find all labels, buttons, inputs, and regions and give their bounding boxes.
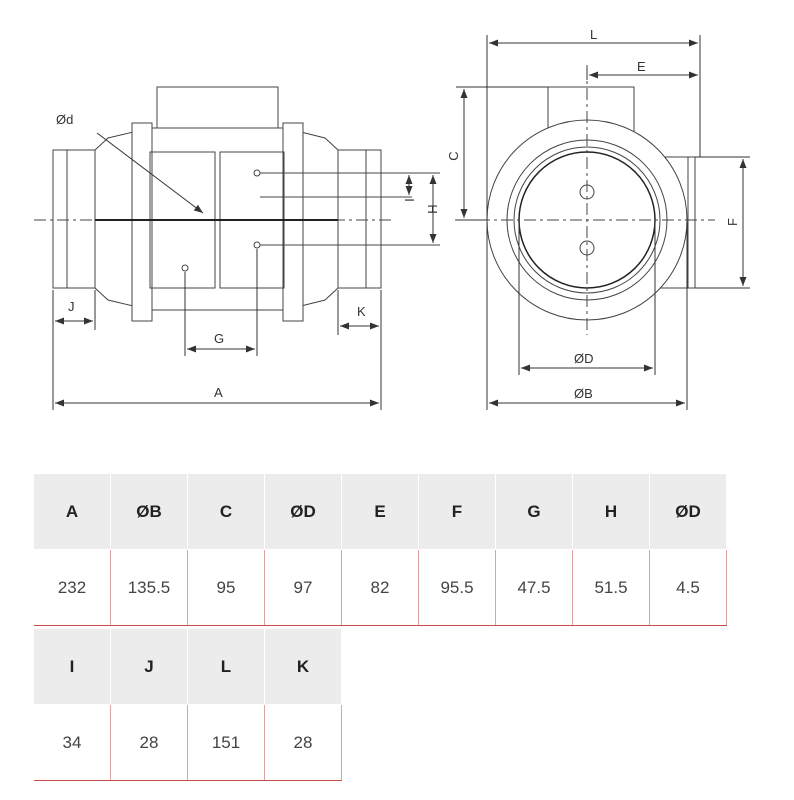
table-header-row [34, 629, 342, 705]
table-cell: 51.5 [573, 550, 650, 626]
label-phi-d: ØD [574, 351, 594, 366]
table-header-cell: K [265, 629, 342, 705]
table-cell: 28 [265, 705, 342, 781]
label-g: G [214, 331, 225, 346]
label-a: A [214, 385, 223, 400]
table-row [34, 550, 727, 626]
table-header-cell: E [342, 474, 419, 550]
label-i: I [402, 198, 417, 202]
table-cell: 232 [34, 550, 111, 626]
dim-f [695, 157, 750, 288]
table-header-row [34, 474, 727, 550]
table-header-cell: ØD [265, 474, 342, 550]
label-f: F [725, 218, 740, 226]
table-header-cell: F [419, 474, 496, 550]
junction-box [157, 87, 278, 133]
table-cell: 82 [342, 550, 419, 626]
table-header-cell: L [188, 629, 265, 705]
label-k: K [357, 304, 366, 319]
dimension-table-2 [34, 629, 342, 781]
label-j: J [68, 299, 75, 314]
table-header-cell: J [111, 629, 188, 705]
table-cell: 95.5 [419, 550, 496, 626]
table-cell: 4.5 [650, 550, 727, 626]
table-cell: 151 [188, 705, 265, 781]
label-h: H [425, 204, 440, 214]
right-collar [338, 150, 381, 288]
table-cell: 47.5 [496, 550, 573, 626]
side-view [53, 87, 440, 321]
dimension-table-1 [34, 474, 727, 626]
left-collar [53, 150, 95, 288]
table-cell: 97 [265, 550, 342, 626]
table-header-cell: A [34, 474, 111, 550]
front-view [487, 87, 695, 320]
table-header-cell: ØD [650, 474, 727, 550]
table-header-cell: G [496, 474, 573, 550]
right-clamp-band [283, 123, 303, 321]
table-cell: 28 [111, 705, 188, 781]
label-c: C [446, 151, 461, 161]
label-l: L [590, 27, 598, 42]
left-clamp-band [132, 123, 152, 321]
table-header-cell: H [573, 474, 650, 550]
table-header-cell: ØB [111, 474, 188, 550]
table-row [34, 705, 342, 781]
table-header-cell: C [188, 474, 265, 550]
table-cell: 95 [188, 550, 265, 626]
table-cell: 135.5 [111, 550, 188, 626]
label-phi-b: ØB [574, 386, 593, 401]
label-e: E [637, 59, 646, 74]
table-cell: 34 [34, 705, 111, 781]
label-phi-d-small: Ød [56, 112, 74, 127]
table-header-cell: I [34, 629, 111, 705]
